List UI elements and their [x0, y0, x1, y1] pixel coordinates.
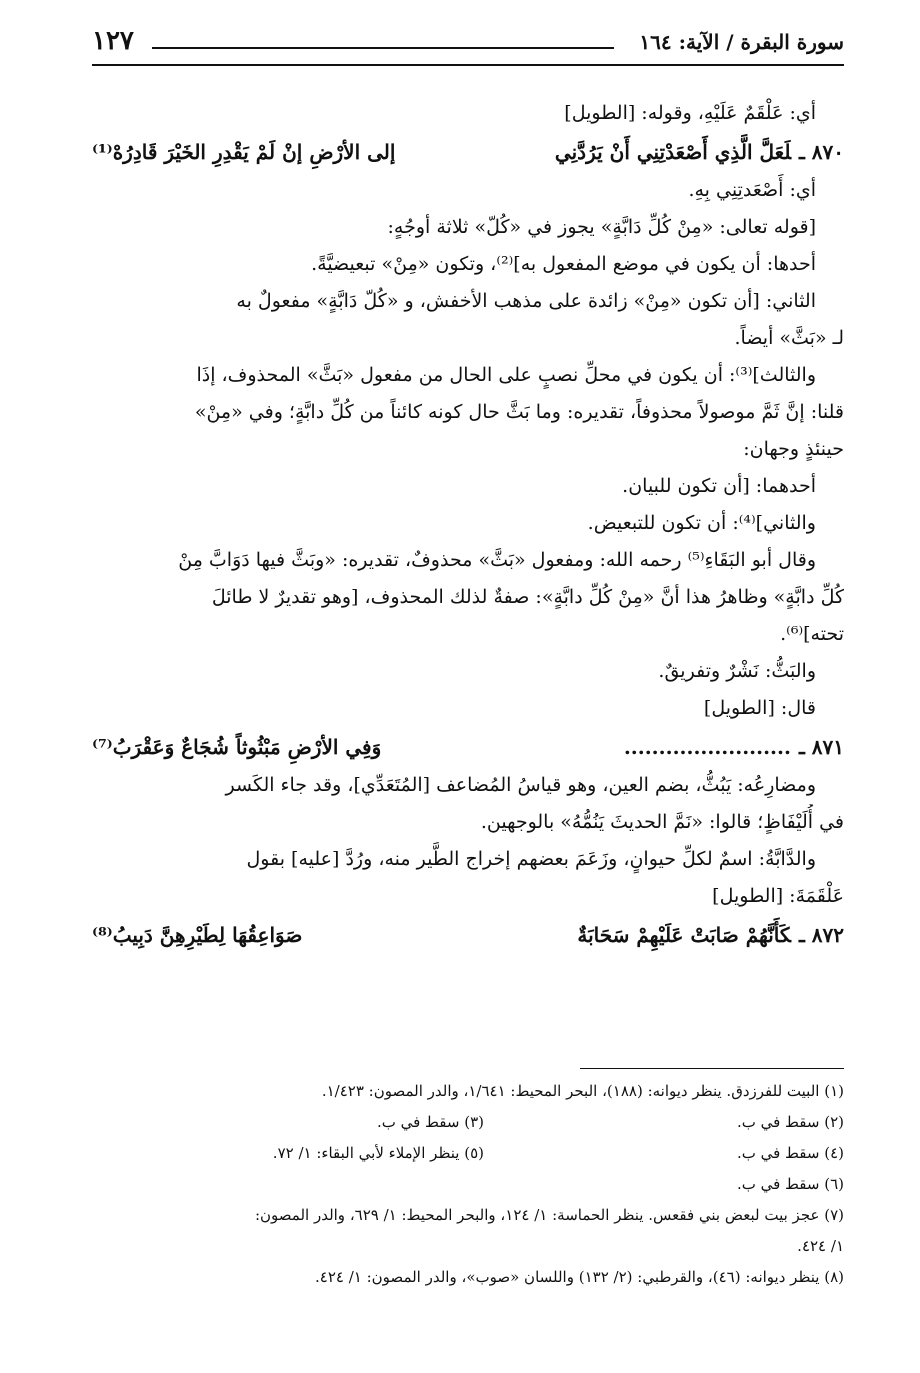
text-line: والدَّابَّةُ: اسمٌ لكلِّ حيوانٍ، وزَعَمَ بعضهم إخراج الطَّير منه، ورُدَّ [عليه] بقول	[246, 848, 816, 870]
footnote: (٢) سقط في ب.	[736, 1113, 844, 1131]
text-line: في أُلَيْفَاظٍ؛ قالوا: «نَمَّ الحديثَ يَنُمُّهُ» بالوجهين.	[480, 811, 844, 833]
verse-872	[92, 915, 844, 955]
footnotes	[92, 1076, 844, 1293]
text-line: ومضارِعُه: يَبُثُّ، بضم العين، وهو قياسُ المُضاعف [المُتَعَدِّي]، وقد جاء الكَسر	[225, 774, 816, 796]
text-line: أحدهما: [أن تكون للبيان.	[622, 475, 816, 497]
footnote-row	[92, 1107, 844, 1138]
verse-number: ٨٧٢ ـ	[798, 923, 844, 947]
verse-hemistich-first: ٨٧١ ـ........................	[623, 735, 844, 759]
footnote: (١) البيت للفرزدق. ينظر ديوانه: (١٨٨)، البحر المحيط: ١/٦٤١، والدر المصون: ١/٤٢٣.	[321, 1082, 844, 1100]
footnote: (٦) سقط في ب.	[736, 1175, 844, 1193]
verse-number: ٨٧٠ ـ	[798, 140, 844, 164]
text-line: عَلْقَمَةَ: [الطويل]	[712, 885, 844, 907]
footnote-rule	[580, 1068, 844, 1069]
surah-title: سورة البقرة / الآية: ١٦٤	[639, 30, 844, 54]
footnote: (٤) سقط في ب.	[736, 1144, 844, 1162]
footnote-continuation: ١/ ٤٢٤.	[797, 1237, 844, 1255]
verse-number: ٨٧١ ـ	[798, 735, 844, 759]
header-rule	[92, 64, 844, 66]
footnote: (٣) سقط في ب.	[376, 1113, 484, 1131]
text-line: [قوله تعالى: «مِنْ كُلِّ دَابَّةٍ» يجوز في «كُلّ» ثلاثة أوجُهٍ:	[387, 216, 816, 238]
verse-hemistich-second: وَفِي الأرْضِ مَبْثُوثاً شُجَاعٌ وَعَقْرَبُ⁽⁷⁾	[92, 735, 382, 759]
verse-hemistich-first: ٨٧٢ ـكَأَنَّهُمْ صَابَتْ عَلَيْهِمْ سَحَابَةٌ	[577, 923, 844, 947]
header-line	[152, 47, 614, 49]
text-line: والثاني]⁽⁴⁾: أن تكون للتبعيض.	[587, 512, 816, 534]
footnote-row	[92, 1138, 844, 1169]
verse-hemistich-second: صَوَاعِقُهَا لِطَيْرِهِنَّ دَبِيبُ⁽⁸⁾	[92, 923, 303, 947]
page-number: ١٢٧	[92, 26, 134, 56]
text-line: وقال أبو البَقَاءِ⁽⁵⁾ رحمه الله: ومفعول «بَثَّ» محذوفٌ، تقديره: «وبَثَّ فيها دَوَابَّ مِنْ	[178, 549, 816, 571]
text-line: حينئذٍ وجهان:	[743, 438, 844, 460]
verse-870	[92, 132, 844, 172]
text-line: الثاني: [أن تكون «مِنْ» زائدة على مذهب الأخفش، و «كُلّ دَابَّةٍ» مفعولٌ به	[236, 290, 816, 312]
text-line: لـ «بَثَّ» أيضاً.	[734, 327, 844, 349]
verse-hemistich-second: إلى الأرْضِ إنْ لَمْ يَقْدِرِ الخَيْرَ قَادِرُهْ⁽¹⁾	[92, 140, 396, 164]
footnote: (٧) عجز بيت لبعض بني فقعس. ينظر الحماسة: ١/ ١٢٤، والبحر المحيط: ١/ ٦٢٩، والدر المصون:	[254, 1206, 844, 1224]
text-line: قال: [الطويل]	[703, 697, 816, 719]
running-header	[92, 26, 844, 62]
text-line: تحته]⁽⁶⁾.	[780, 623, 844, 645]
text-line: أحدها: أن يكون في موضع المفعول به]⁽²⁾، وتكون «مِنْ» تبعيضيَّةً.	[311, 253, 816, 275]
verse-hemistich-first: ٨٧٠ ـلَعَلَّ الَّذِي أَصْعَدْتِنِي أَنْ يَرُدَّنِي	[554, 140, 844, 164]
text-line: أي: أَصْعَدتِنِي بِهِ.	[688, 179, 816, 201]
verse-871	[92, 727, 844, 767]
footnote: (٨) ينظر ديوانه: (٤٦)، والقرطبي: (٢/ ١٣٢) واللسان «صوب»، والدر المصون: ١/ ٤٢٤.	[315, 1268, 844, 1286]
footnote: (٥) ينظر الإملاء لأبي البقاء: ١/ ٧٢.	[272, 1144, 484, 1162]
text-line: قلنا: إنَّ ثَمَّ موصولاً محذوفاً، تقديره: وما بَثَّ حال كونه كائناً من كُلِّ دابَّةٍ؛ وفي «مِنْ»	[194, 401, 844, 423]
text-line: والبَثُّ: نَشْرٌ وتفريقٌ.	[658, 660, 816, 682]
main-text	[92, 95, 844, 955]
text-line: كُلِّ دابَّةٍ» وظاهرُ هذا أنَّ «مِنْ كُلِّ دابَّةٍ»: صفةٌ لذلك المحذوف، [وهو تقديرٌ لا طائلَ	[211, 586, 844, 608]
text-line: والثالث]⁽³⁾: أن يكون في محلِّ نصبٍ على الحال من مفعول «بَثَّ» المحذوف، إذَا	[196, 364, 816, 386]
text-line: أي: عَلْقَمٌ عَلَيْهِ، وقوله: [الطويل]	[564, 102, 816, 124]
